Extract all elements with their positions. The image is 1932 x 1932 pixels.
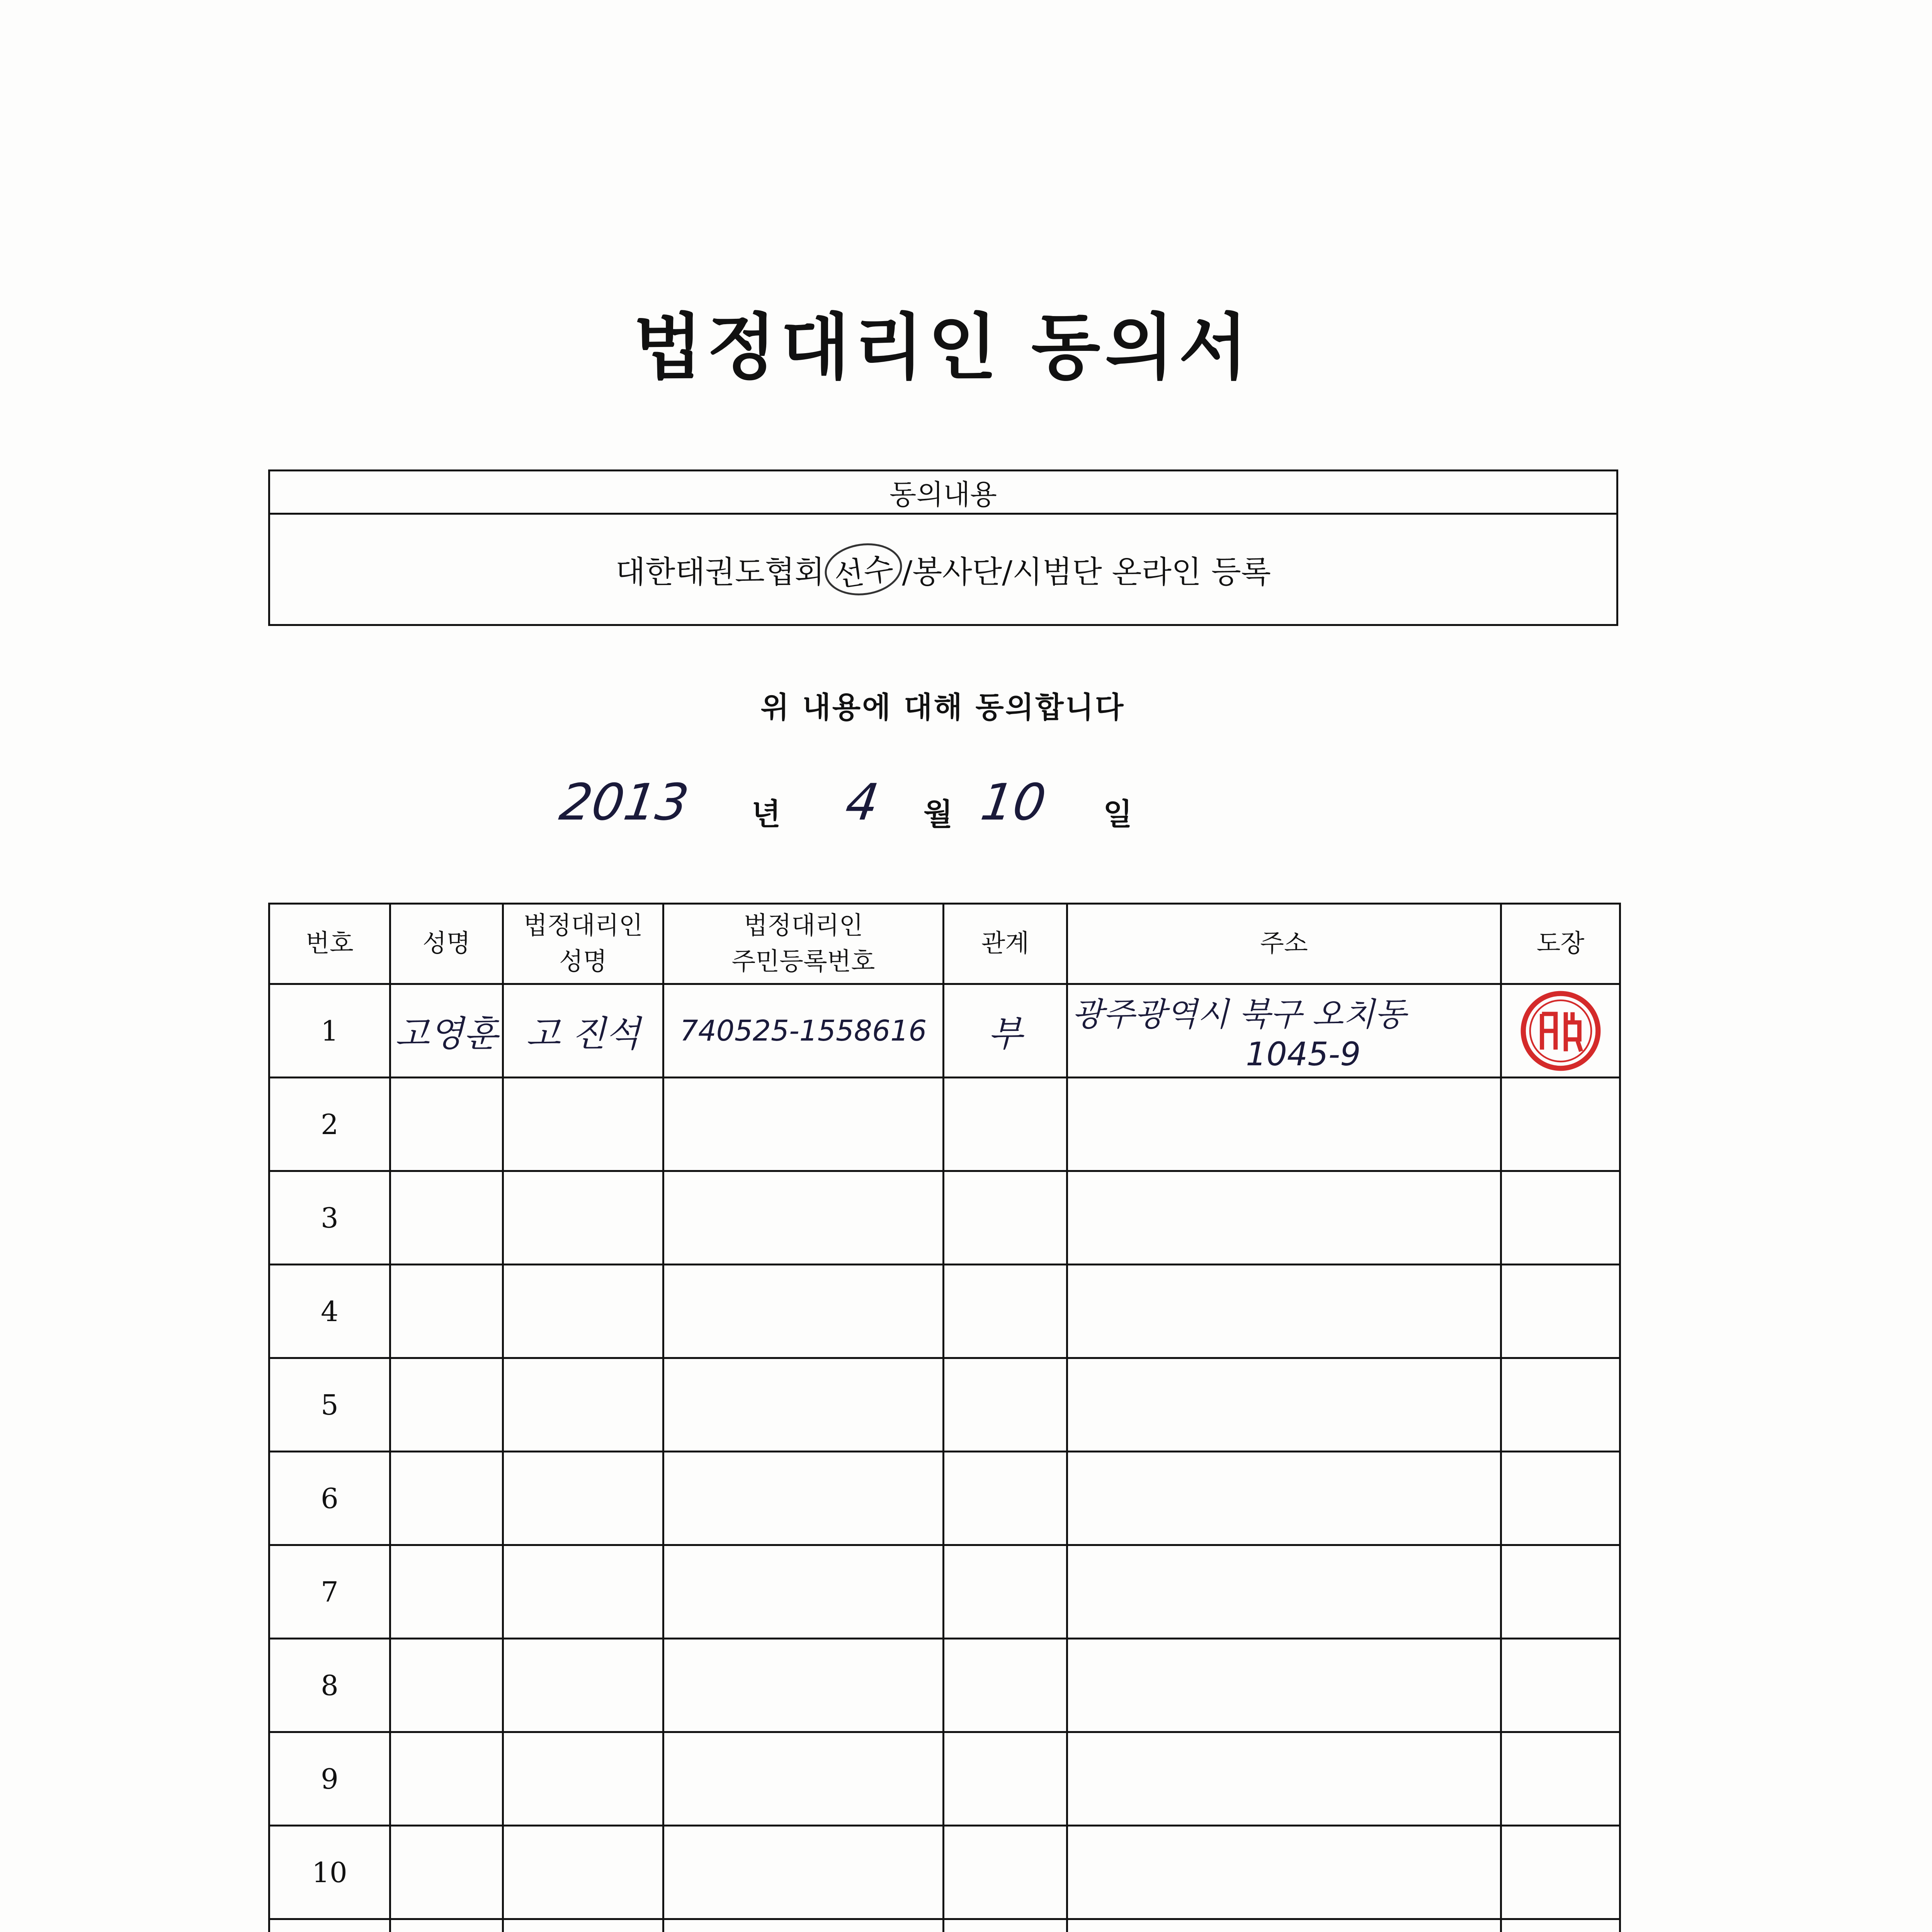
relation-cell xyxy=(944,1545,1067,1639)
header-relation: 관계 xyxy=(944,904,1067,984)
row-number: 9 xyxy=(269,1732,390,1826)
student-name-cell xyxy=(390,1358,503,1452)
agreement-statement: 위 내용에 대해 동의합니다 xyxy=(760,690,1125,724)
header-seal: 도장 xyxy=(1501,904,1620,984)
guardian-name-cell xyxy=(503,1919,663,1932)
red-seal-stamp-icon xyxy=(1518,988,1603,1073)
relation-cell xyxy=(944,1826,1067,1919)
address-cell xyxy=(1067,1358,1501,1452)
header-no: 번호 xyxy=(269,904,390,984)
table-row xyxy=(269,1171,1620,1265)
guardian-name-cell xyxy=(503,1358,663,1452)
address-cell xyxy=(1067,984,1501,1078)
student-name-cell xyxy=(390,1078,503,1171)
guardian-name-cell xyxy=(503,1732,663,1826)
row-number xyxy=(269,1919,390,1932)
relation-cell xyxy=(944,1171,1067,1265)
header-guardian-name: 법정대리인 성명 xyxy=(503,904,663,984)
table-row xyxy=(269,1826,1620,1919)
address-line-2: 1045-9 xyxy=(1246,1035,1361,1073)
table-row xyxy=(269,1452,1620,1545)
date-line xyxy=(0,773,1932,850)
relation-cell xyxy=(944,1732,1067,1826)
seal-cell xyxy=(1501,1639,1620,1732)
guardian-name-cell xyxy=(503,1639,663,1732)
seal-cell xyxy=(1501,984,1620,1078)
student-name-cell xyxy=(390,1171,503,1265)
guardian-id-cell xyxy=(663,1358,944,1452)
consent-text-before: 대한태권도협회 xyxy=(615,554,825,590)
address-cell xyxy=(1067,1826,1501,1919)
student-name-cell xyxy=(390,1919,503,1932)
table-row xyxy=(269,1545,1620,1639)
address-cell xyxy=(1067,1078,1501,1171)
guardian-name-cell xyxy=(503,1826,663,1919)
address-cell xyxy=(1067,1545,1501,1639)
address-cell xyxy=(1067,1452,1501,1545)
guardian-id-cell xyxy=(663,1265,944,1358)
guardian-name-cell xyxy=(503,1078,663,1171)
guardian-name-cell xyxy=(503,1171,663,1265)
circled-option: 선수 xyxy=(821,539,905,600)
consent-header: 동의내용 xyxy=(270,471,1616,515)
guardian-name-cell xyxy=(503,1545,663,1639)
date-month: 4 xyxy=(842,773,883,832)
table-row xyxy=(269,1358,1620,1452)
student-name-cell xyxy=(390,1639,503,1732)
guardian-name-cell: 고 진석 xyxy=(503,984,663,1078)
student-name-cell xyxy=(390,1732,503,1826)
guardian-id-cell xyxy=(663,1545,944,1639)
row-number: 6 xyxy=(269,1452,390,1545)
seal-cell xyxy=(1501,1732,1620,1826)
table-row xyxy=(269,1732,1620,1826)
guardian-id-cell xyxy=(663,1826,944,1919)
guardian-id-cell xyxy=(663,1171,944,1265)
student-name-cell xyxy=(390,1265,503,1358)
seal-cell xyxy=(1501,1078,1620,1171)
guardian-name-cell xyxy=(503,1452,663,1545)
guardian-name-cell xyxy=(503,1265,663,1358)
date-day: 10 xyxy=(977,773,1050,832)
guardian-id-cell xyxy=(663,1919,944,1932)
relation-cell xyxy=(944,1452,1067,1545)
consent-content xyxy=(270,515,1616,624)
date-year-unit: 년 xyxy=(752,797,781,832)
address-cell xyxy=(1067,1732,1501,1826)
date-day-unit: 일 xyxy=(1103,797,1133,832)
row-number: 8 xyxy=(269,1639,390,1732)
seal-cell xyxy=(1501,1452,1620,1545)
header-name: 성명 xyxy=(390,904,503,984)
guardian-id-cell xyxy=(663,1078,944,1171)
header-address: 주소 xyxy=(1067,904,1501,984)
address-cell xyxy=(1067,1639,1501,1732)
row-number: 5 xyxy=(269,1358,390,1452)
guardian-id-cell: 740525-1558616 xyxy=(663,984,944,1078)
seal-cell xyxy=(1501,1826,1620,1919)
table-row xyxy=(269,984,1620,1078)
seal-cell xyxy=(1501,1171,1620,1265)
relation-cell xyxy=(944,1265,1067,1358)
seal-cell xyxy=(1501,1545,1620,1639)
seal-cell xyxy=(1501,1919,1620,1932)
student-name-cell xyxy=(390,1452,503,1545)
table-row xyxy=(269,1265,1620,1358)
student-name-cell: 고영훈 xyxy=(390,984,503,1078)
page-title: 법정대리인 동의서 xyxy=(633,306,1253,389)
header-guardian-id: 법정대리인 주민등록번호 xyxy=(663,904,944,984)
relation-cell xyxy=(944,1639,1067,1732)
relation-cell xyxy=(944,1358,1067,1452)
guardian-id-cell xyxy=(663,1732,944,1826)
guardian-id-cell xyxy=(663,1639,944,1732)
consent-box xyxy=(268,469,1618,626)
seal-cell xyxy=(1501,1358,1620,1452)
relation-cell: 부 xyxy=(944,984,1067,1078)
address-line-1: 광주광역시 북구 오치동 xyxy=(1072,995,1406,1033)
relation-cell xyxy=(944,1919,1067,1932)
relation-cell xyxy=(944,1078,1067,1171)
address-cell xyxy=(1067,1265,1501,1358)
address-cell xyxy=(1067,1919,1501,1932)
row-number: 3 xyxy=(269,1171,390,1265)
table-row xyxy=(269,1078,1620,1171)
row-number: 7 xyxy=(269,1545,390,1639)
guardian-table xyxy=(268,903,1621,1932)
date-year: 2013 xyxy=(556,773,692,832)
table-row xyxy=(269,1919,1620,1932)
table-row xyxy=(269,1639,1620,1732)
guardian-id-cell xyxy=(663,1452,944,1545)
student-name-cell xyxy=(390,1826,503,1919)
consent-text-after: /봉사단/시범단 온라인 등록 xyxy=(902,554,1271,590)
row-number: 10 xyxy=(269,1826,390,1919)
row-number: 1 xyxy=(269,984,390,1078)
seal-cell xyxy=(1501,1265,1620,1358)
student-name-cell xyxy=(390,1545,503,1639)
table-header-row xyxy=(269,904,1620,984)
address-cell xyxy=(1067,1171,1501,1265)
row-number: 4 xyxy=(269,1265,390,1358)
row-number: 2 xyxy=(269,1078,390,1171)
date-month-unit: 월 xyxy=(923,797,953,832)
